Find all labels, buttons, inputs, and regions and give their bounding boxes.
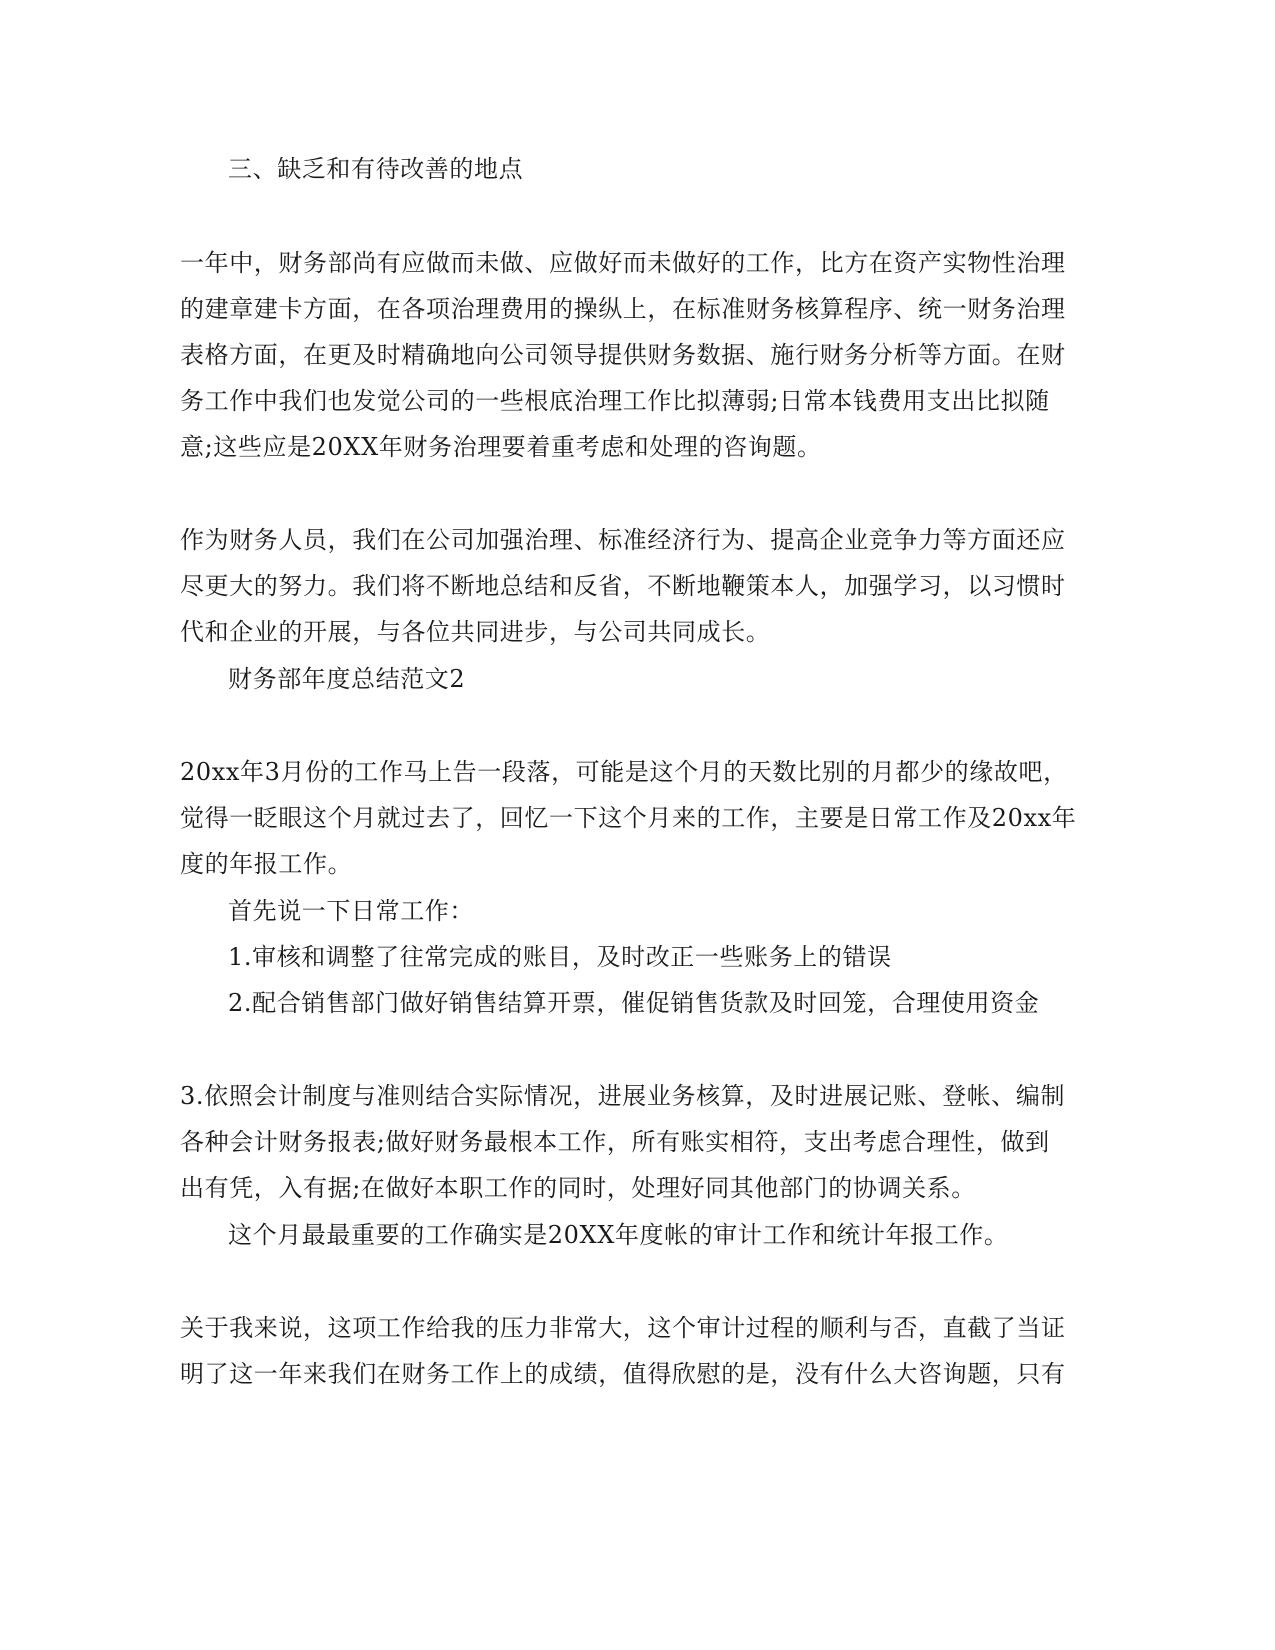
audit-line: 这个月最最重要的工作确实是20XX年度帐的审计工作和统计年报工作。: [228, 1221, 1009, 1249]
daily-work-intro: 首先说一下日常工作：: [228, 897, 474, 925]
para3-line-2: 觉得一眨眼这个月就过去了，回忆一下这个月来的工作，主要是日常工作及20xx年: [180, 804, 1077, 832]
para4-line-2: 明了这一年来我们在财务工作上的成绩，值得欣慰的是，没有什么大咨询题，只有: [180, 1360, 1066, 1388]
para1-line-5: 意;这些应是20XX年财务治理要着重考虑和处理的咨询题。: [180, 433, 822, 461]
item3-line-1: 3.依照会计制度与准则结合实际情况，进展业务核算，及时进展记账、登帐、编制: [180, 1082, 1066, 1110]
list-item-2: 2.配合销售部门做好销售结算开票，催促销售货款及时回笼，合理使用资金: [228, 989, 1040, 1017]
item3-line-3: 出有凭，入有据;在做好本职工作的同时，处理好同其他部门的协调关系。: [180, 1174, 976, 1202]
section-heading: 三、缺乏和有待改善的地点: [228, 155, 524, 183]
para3-line-1: 20xx年3月份的工作马上告一段落，可能是这个月的天数比别的月都少的缘故吧，: [180, 758, 1068, 786]
para1-line-1: 一年中，财务部尚有应做而未做、应做好而未做好的工作，比方在资产实物性治理: [180, 249, 1066, 277]
para2-line-3: 代和企业的开展，与各位共同进步，与公司共同成长。: [180, 618, 771, 646]
title-sample-2: 财务部年度总结范文2: [228, 665, 466, 693]
para3-line-3: 度的年报工作。: [180, 850, 353, 878]
list-item-1: 1.审核和调整了往常完成的账目，及时改正一些账务上的错误: [228, 943, 892, 971]
para4-line-1: 关于我来说，这项工作给我的压力非常大，这个审计过程的顺利与否，直截了当证: [180, 1314, 1066, 1342]
para2-line-2: 尽更大的努力。我们将不断地总结和反省，不断地鞭策本人，加强学习，以习惯时: [180, 572, 1066, 600]
para1-line-2: 的建章建卡方面，在各项治理费用的操纵上，在标准财务核算程序、统一财务治理: [180, 295, 1066, 323]
para1-line-4: 务工作中我们也发觉公司的一些根底治理工作比拟薄弱;日常本钱费用支出比拟随: [180, 387, 1050, 415]
item3-line-2: 各种会计财务报表;做好财务最根本工作，所有账实相符，支出考虑合理性，做到: [180, 1128, 1050, 1156]
para2-line-1: 作为财务人员，我们在公司加强治理、标准经济行为、提高企业竞争力等方面还应: [180, 526, 1066, 554]
para1-line-3: 表格方面，在更及时精确地向公司领导提供财务数据、施行财务分析等方面。在财: [180, 341, 1066, 369]
